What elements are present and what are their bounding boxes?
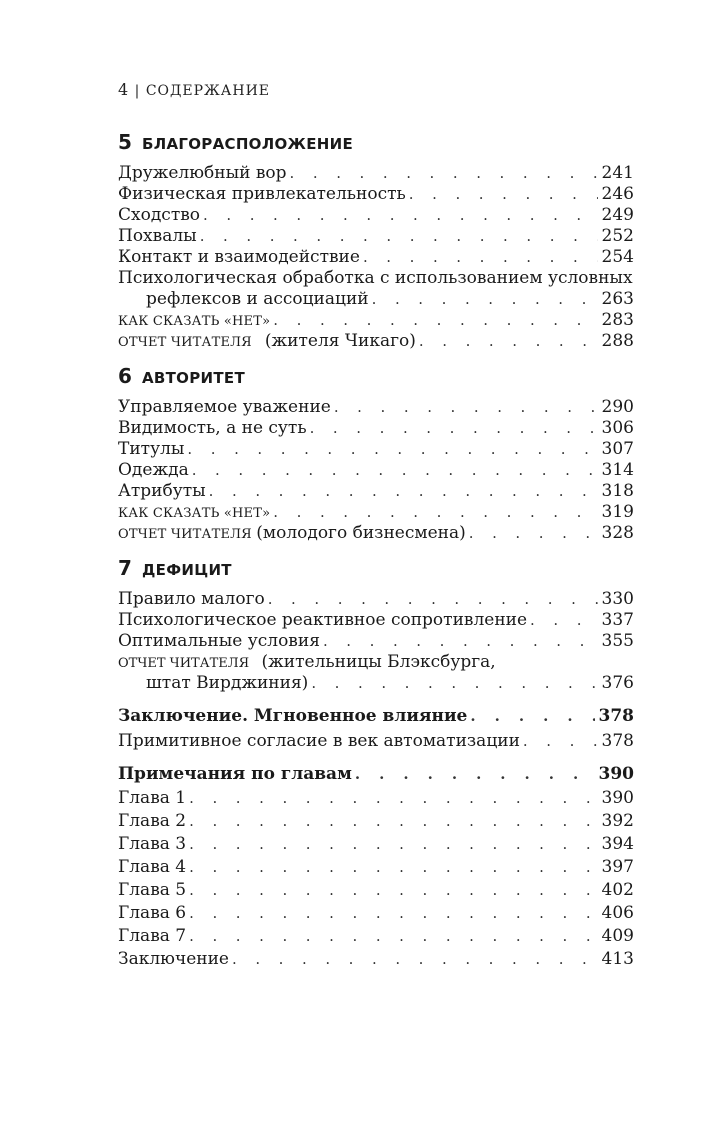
dot-leader: [189, 788, 597, 809]
chapter-heading: [118, 364, 634, 390]
dot-leader: [290, 163, 598, 184]
reader-report-suffix: (жительницы Блэксбурга,: [261, 652, 496, 672]
toc-entry[interactable]: [118, 788, 634, 809]
toc-entry-label: штат Вирджиния): [146, 673, 309, 693]
toc-entry-page: 413: [601, 949, 634, 969]
toc-entry-label: Контакт и взаимодействие: [118, 247, 360, 267]
toc-entry[interactable]: [118, 163, 634, 184]
toc-entry-label: Глава 6: [118, 903, 187, 923]
toc-entry-label: [118, 523, 469, 545]
toc-entry-page: 252: [601, 226, 634, 246]
toc-entry-label: Глава 3: [118, 834, 187, 854]
toc-entry-wrapped-line1[interactable]: Психологическая обработка с использованием условных: [118, 268, 633, 288]
toc-entry-page: 249: [601, 205, 634, 225]
toc-entry-page: 378: [601, 731, 634, 751]
toc-entry-label: Примитивное согласие в век автоматизации: [118, 731, 520, 751]
toc-entry-label: рефлексов и ассоциаций: [146, 289, 369, 309]
toc-entry[interactable]: [118, 903, 634, 924]
dot-leader: [189, 811, 597, 832]
dot-leader: [273, 502, 597, 523]
toc-entry[interactable]: [118, 418, 634, 439]
dot-leader: [323, 631, 598, 652]
toc-entry-page: 328: [601, 523, 634, 543]
toc-entry-label: Психологическое реактивное сопротивление: [118, 610, 528, 630]
toc-entry[interactable]: [118, 289, 634, 310]
toc-entry[interactable]: [118, 247, 634, 268]
dot-leader: [334, 397, 598, 418]
dot-leader: [200, 226, 598, 247]
toc-entry[interactable]: [118, 184, 634, 205]
dot-leader: [209, 481, 598, 502]
toc-entry-page: 307: [601, 439, 634, 459]
toc-entry-label: Физическая привлекательность: [118, 184, 406, 204]
toc-entry-label: Сходство: [118, 205, 201, 225]
toc-entry-say-no[interactable]: [118, 502, 634, 523]
toc-entry-page: 290: [601, 397, 634, 417]
toc-entry-label: Атрибуты: [118, 481, 206, 501]
toc-entry-conclusion[interactable]: [118, 706, 634, 727]
dot-leader: [189, 880, 597, 901]
dot-leader: [419, 331, 598, 352]
toc-entry[interactable]: [118, 460, 634, 481]
toc-entry[interactable]: [118, 589, 634, 610]
toc-entry[interactable]: [118, 631, 634, 652]
toc-entry-page: 390: [601, 788, 634, 808]
toc-entry-page: 337: [601, 610, 634, 630]
chapter-title: АВТОРИТЕТ: [142, 369, 245, 387]
running-head-separator: |: [134, 83, 141, 99]
toc-entry[interactable]: [118, 481, 634, 502]
toc-entry-label: Примечания по главам: [118, 764, 352, 784]
dot-leader: [232, 949, 598, 970]
dot-leader: [469, 523, 598, 544]
toc-entry-page: 288: [601, 331, 634, 351]
toc-entry-label: Глава 4: [118, 857, 187, 877]
dot-leader: [189, 834, 597, 855]
dot-leader: [311, 673, 597, 694]
toc-entry-reader-report[interactable]: [118, 331, 634, 352]
toc-entry-label: КАК СКАЗАТЬ «НЕТ»: [118, 506, 271, 521]
toc-entry-label: Оптимальные условия: [118, 631, 320, 651]
toc-entry-label: Титулы: [118, 439, 185, 459]
toc-entry[interactable]: [118, 949, 634, 970]
toc-entry-page: 330: [601, 589, 634, 609]
toc-entry[interactable]: [118, 731, 634, 752]
toc-entry-label: Видимость, а не суть: [118, 418, 307, 438]
dot-leader: [310, 418, 598, 439]
toc-entry-label: Заключение. Мгновенное влияние: [118, 706, 468, 726]
dot-leader: [372, 289, 598, 310]
toc-entry-page: 246: [601, 184, 634, 204]
toc-entry-label: Дружелюбный вор: [118, 163, 287, 183]
reader-report-label: ОТЧЕТ ЧИТАТЕЛЯ: [118, 335, 252, 350]
toc-entry-page: 394: [601, 834, 634, 854]
table-of-contents: [118, 130, 634, 970]
toc-entry-page: 319: [601, 502, 634, 522]
dot-leader: [470, 706, 594, 727]
chapter-number: 6: [118, 364, 132, 388]
toc-entry-label: Глава 7: [118, 926, 187, 946]
toc-entry[interactable]: [118, 811, 634, 832]
reader-report-suffix: (жителя Чикаго): [264, 331, 416, 351]
dot-leader: [203, 205, 598, 226]
toc-entry[interactable]: [118, 834, 634, 855]
toc-entry-label: [118, 331, 419, 353]
toc-entry-page: 406: [601, 903, 634, 923]
toc-entry-page: 378: [598, 706, 634, 726]
toc-entry-notes[interactable]: [118, 764, 634, 785]
chapter-number: 7: [118, 556, 132, 580]
toc-entry-page: 397: [601, 857, 634, 877]
toc-entry-page: 254: [601, 247, 634, 267]
dot-leader: [268, 589, 598, 610]
running-head: [118, 80, 270, 99]
toc-entry-reader-report-line1[interactable]: [118, 652, 634, 673]
toc-entry-label: КАК СКАЗАТЬ «НЕТ»: [118, 314, 271, 329]
toc-entry-label: Одежда: [118, 460, 189, 480]
toc-entry-page: 318: [601, 481, 634, 501]
reader-report-label: ОТЧЕТ ЧИТАТЕЛЯ: [118, 656, 250, 671]
toc-entry[interactable]: [118, 397, 634, 418]
running-head-title: СОДЕРЖАНИЕ: [145, 83, 270, 99]
toc-entry-page: 283: [601, 310, 634, 330]
toc-entry-page: 241: [601, 163, 634, 183]
dot-leader: [530, 610, 598, 631]
toc-entry-page: 314: [601, 460, 634, 480]
dot-leader: [189, 926, 597, 947]
toc-entry-label: Глава 1: [118, 788, 187, 808]
toc-entry[interactable]: [118, 205, 634, 226]
toc-entry-page: 402: [601, 880, 634, 900]
toc-entry-page: 376: [601, 673, 634, 693]
reader-report-suffix: (молодого бизнесмена): [256, 523, 466, 543]
dot-leader: [189, 857, 597, 878]
dot-leader: [355, 764, 595, 785]
chapter-title: ДЕФИЦИТ: [142, 561, 232, 579]
chapter-heading: [118, 556, 634, 582]
toc-entry-page: 390: [598, 764, 634, 784]
toc-entry-label: Заключение: [118, 949, 229, 969]
reader-report-label: ОТЧЕТ ЧИТАТЕЛЯ: [118, 527, 252, 542]
toc-entry-label: Похвалы: [118, 226, 197, 246]
chapter-number: 5: [118, 130, 132, 154]
toc-entry-page: 355: [601, 631, 634, 651]
toc-entry-reader-report[interactable]: [118, 523, 634, 544]
dot-leader: [523, 731, 598, 752]
dot-leader: [187, 439, 597, 460]
dot-leader: [273, 310, 597, 331]
chapter-title: БЛАГОРАСПОЛОЖЕНИЕ: [142, 135, 353, 153]
toc-entry-label: Глава 5: [118, 880, 187, 900]
toc-entry-label: Управляемое уважение: [118, 397, 331, 417]
dot-leader: [192, 460, 598, 481]
dot-leader: [363, 247, 598, 268]
toc-entry-page: 392: [601, 811, 634, 831]
toc-entry[interactable]: [118, 610, 634, 631]
page-number: 4: [118, 80, 130, 99]
toc-entry-label: Глава 2: [118, 811, 187, 831]
dot-leader: [189, 903, 597, 924]
chapter-heading: [118, 130, 634, 156]
toc-entry[interactable]: [118, 439, 634, 460]
toc-entry[interactable]: [118, 673, 634, 694]
toc-entry-page: 263: [601, 289, 634, 309]
toc-entry[interactable]: [118, 926, 634, 947]
toc-entry-page: 306: [601, 418, 634, 438]
dot-leader: [409, 184, 598, 205]
toc-entry[interactable]: [118, 226, 634, 247]
toc-entry-label: Правило малого: [118, 589, 265, 609]
toc-entry[interactable]: [118, 857, 634, 878]
toc-entry-say-no[interactable]: [118, 310, 634, 331]
toc-entry-page: 409: [601, 926, 634, 946]
toc-entry[interactable]: [118, 880, 634, 901]
